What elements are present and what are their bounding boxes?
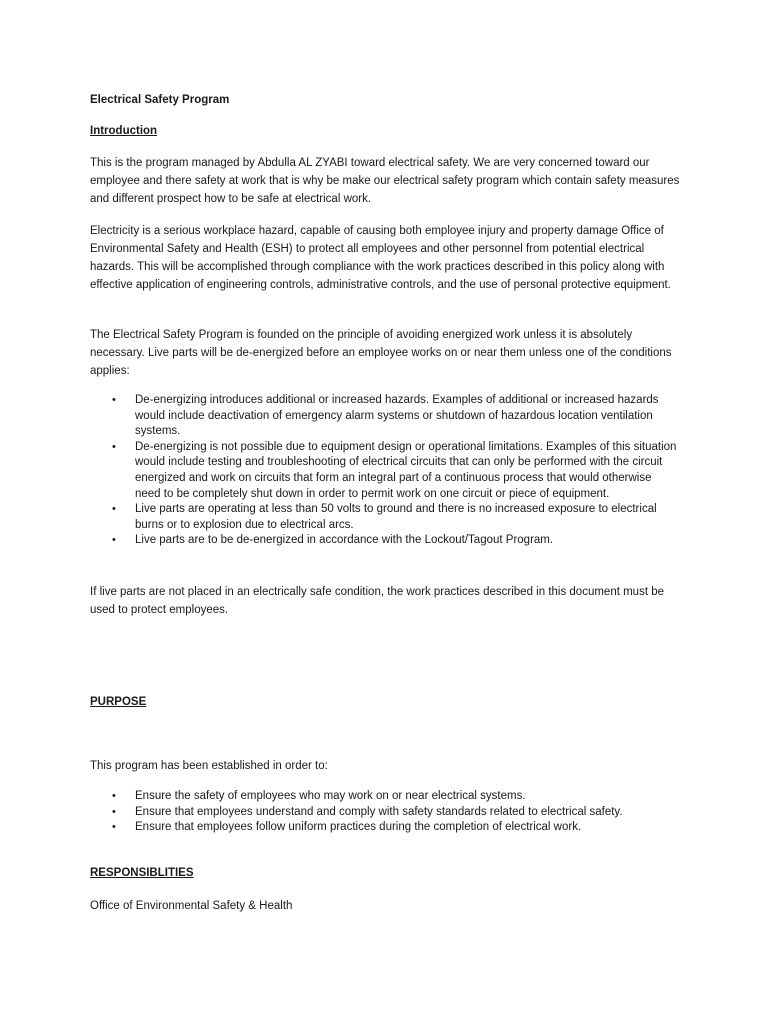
bullet-icon: • [112,805,116,818]
bullet-icon: • [112,821,116,834]
list-item [90,502,680,533]
bullet-icon: • [112,790,116,802]
document-title: Electrical Safety Program [90,94,230,106]
list-item-text: Ensure that employees follow uniform practices during the completion of electrical work. [135,821,582,834]
list-item [90,805,680,821]
conditions-list [90,393,680,549]
list-item [90,393,680,440]
list-item [90,533,680,549]
intro-paragraph-2: Electricity is a serious workplace hazard, capable of causing both employee injury and property damage Office of Environmental Safety and Health (ESH) to protect all employees and other personnel from potential electrical hazards. This will be accomplished through compliance with the work practices described in this policy along with effective application of engineering controls, administrative controls, and the use of personal protective equipment. [90,225,671,291]
intro-paragraph-1: This is the program managed by Abdulla AL ZYABI toward electrical safety. We are very concerned toward our employee and there safety at work that is why be make our electrical safety program which contain safety measures and different prospect how to be safe at electrical work. [90,157,680,205]
bullet-icon: • [112,534,116,547]
bullet-icon: • [112,394,116,406]
list-item-text: Ensure the safety of employees who may work on or near electrical systems. [135,790,526,802]
list-item [90,789,680,805]
bullet-icon: • [112,440,116,453]
list-item-text: Live parts are to be de-energized in accordance with the Lockout/Tagout Program. [135,534,554,547]
introduction-heading: Introduction [90,125,158,137]
list-item [90,440,680,502]
list-item [90,820,680,836]
purpose-intro: This program has been established in order to: [90,760,328,772]
list-item-text: Ensure that employees understand and comply with safety standards related to electrical safety. [135,805,623,818]
intro-paragraph-3: The Electrical Safety Program is founded on the principle of avoiding energized work unless it is absolutely necessary. Live parts will be de-energized before an employee works on or near them unless one of the conditions applies: [90,329,672,377]
responsibilities-subheading: Office of Environmental Safety & Health [90,900,293,912]
responsibilities-heading: RESPONSIBLITIES [90,867,194,879]
purpose-heading: PURPOSE [90,696,147,708]
purpose-list [90,789,680,836]
bullet-icon: • [112,503,116,516]
intro-closing-paragraph: If live parts are not placed in an electrically safe condition, the work practices described in this document must be used to protect employees. [90,586,665,616]
list-item-text: De-energizing is not possible due to equipment design or operational limitations. Examples of this situation would include testing and troubleshooting of electrical circuits that can only be performed with the circuit energized and work on circuits that form an integral part of a continuous process that would otherwise need to be completely shut down in order to permit work on one circuit or piece of equipment. [135,440,677,500]
list-item-text: De-energizing introduces additional or increased hazards. Examples of additional or increased hazards would include deactivation of emergency alarm systems or shutdown of hazardous location ventilation systems. [135,394,659,438]
list-item-text: Live parts are operating at less than 50 volts to ground and there is no increased exposure to electrical burns or to explosion due to electrical arcs. [135,503,657,531]
